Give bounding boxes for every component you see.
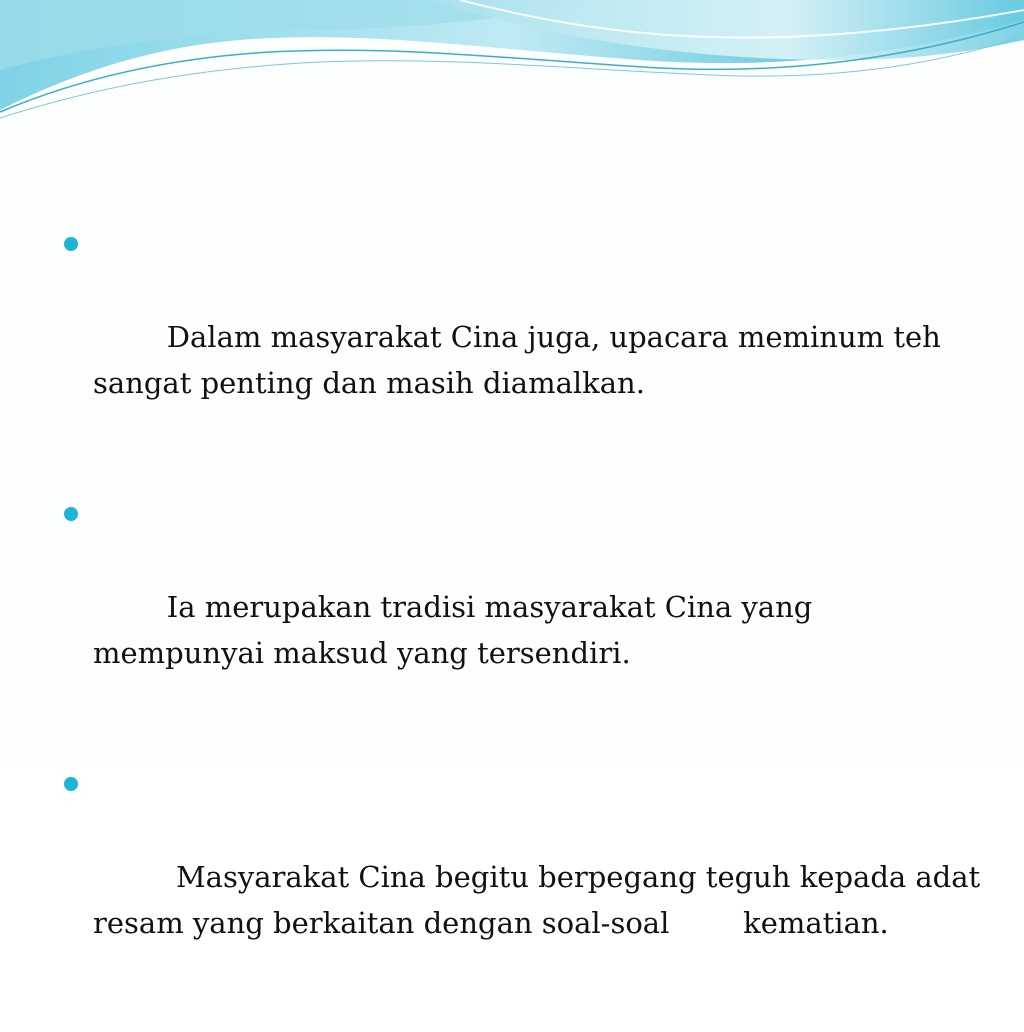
bullet-dot-icon (64, 237, 78, 251)
bullet-dot-icon (64, 777, 78, 791)
bullet-item (62, 762, 990, 992)
bullet-text: Ia merupakan tradisi masyarakat Cina yang mempunyai maksud yang tersendiri. (93, 590, 822, 670)
bullet-list (62, 222, 990, 992)
wave-decoration (0, 0, 1024, 130)
bullet-dot-icon (64, 507, 78, 521)
bullet-item (62, 222, 982, 452)
bullet-text: Masyarakat Cina begitu berpegang teguh kepada adat resam yang berkaitan dengan soal-soal kematian. (93, 860, 990, 940)
bullet-item (62, 492, 982, 722)
bullet-text: Dalam masyarakat Cina juga, upacara meminum teh sangat penting dan masih diamalkan. (93, 320, 951, 400)
slide-body (62, 222, 990, 1032)
